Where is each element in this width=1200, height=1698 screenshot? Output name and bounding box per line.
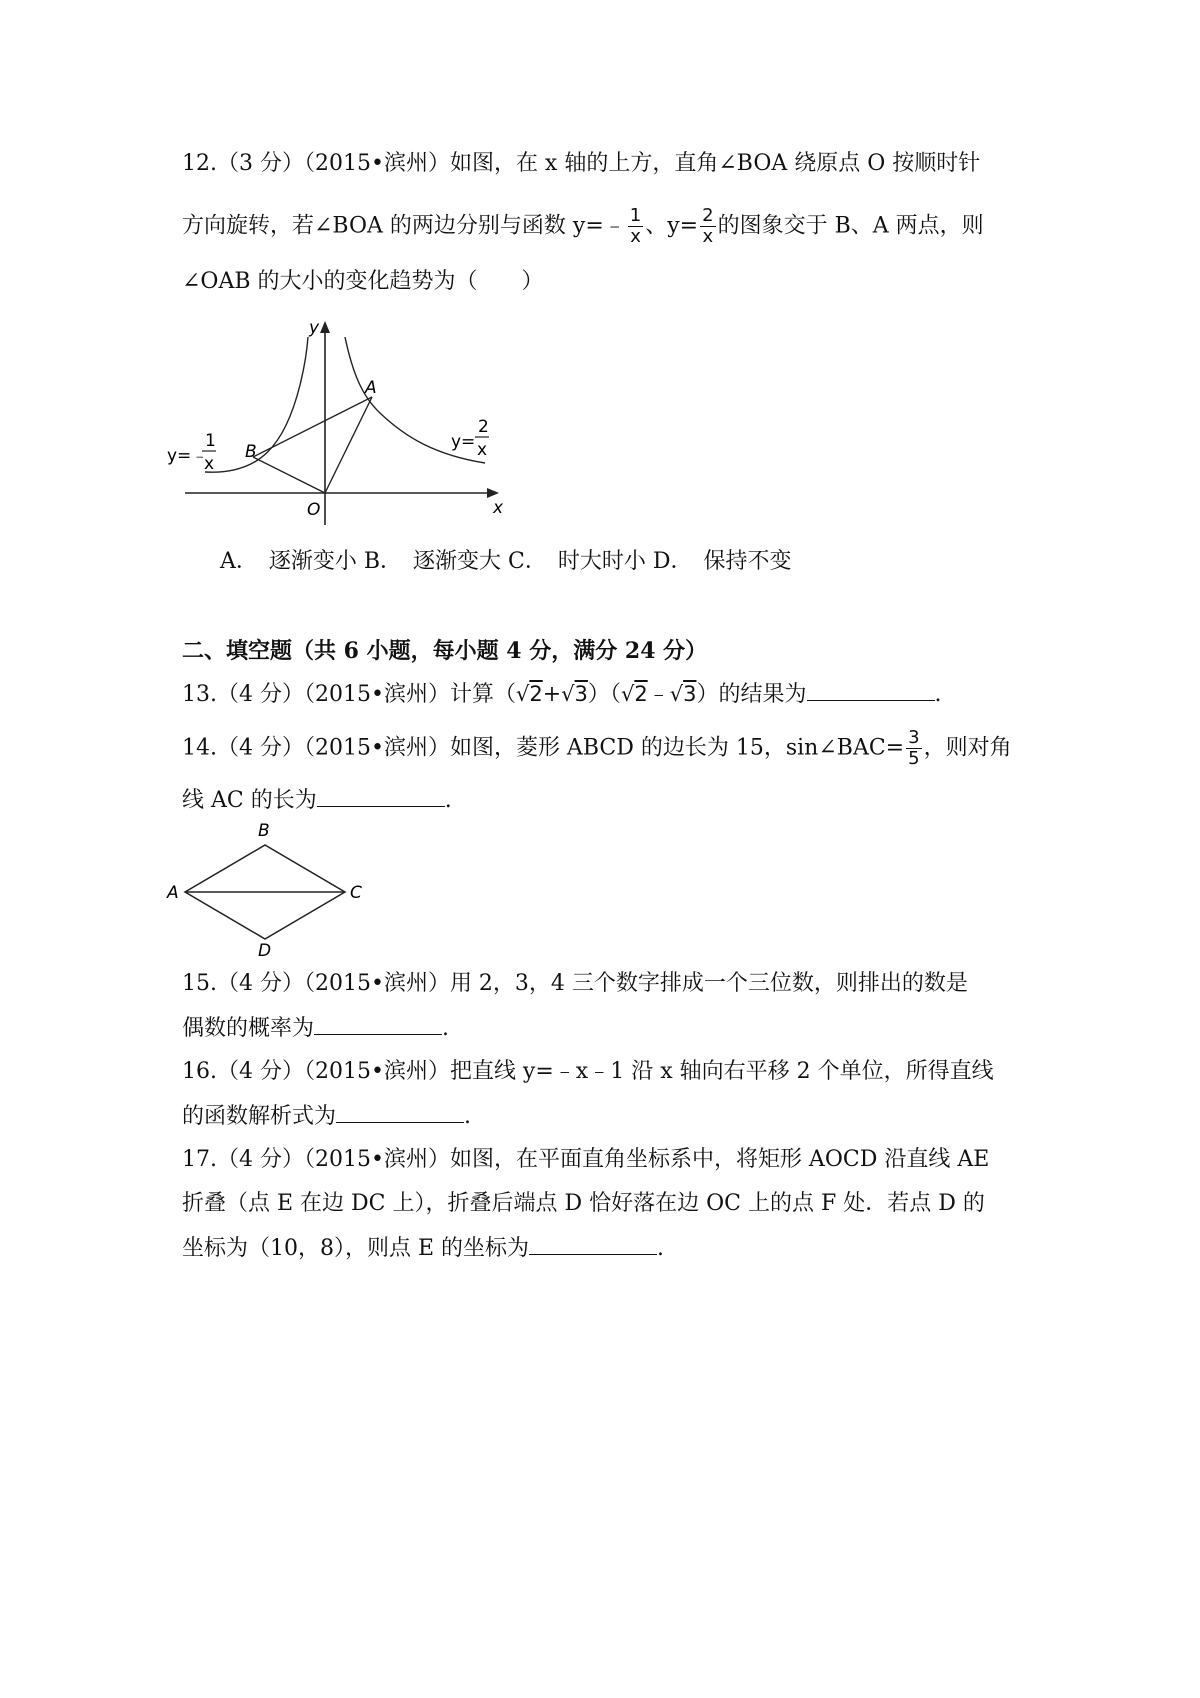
left-curve-label: y=﹣	[167, 446, 209, 466]
q15-line-1: 15.（4 分）（2015•滨州）用 2，3，4 三个数字排成一个三位数，则排出的数是	[182, 971, 968, 996]
q17-line-2: 折叠（点 E 在边 DC 上），折叠后端点 D 恰好落在边 OC 上的点 F 处．若点 D 的	[182, 1191, 985, 1216]
sqrt-3-b: √3	[669, 682, 697, 706]
vertex-b-label: B	[258, 821, 270, 841]
q12-figure	[165, 315, 525, 530]
q12-fraction-1-num: 1	[629, 205, 642, 226]
y-axis-arrow-icon	[320, 321, 330, 333]
sqrt-3-b-value: 3	[683, 682, 697, 706]
left-curve-num: 1	[205, 431, 216, 451]
q12-line-2-text-c: 的图象交于 B、A 两点，则	[717, 213, 984, 239]
q12-line-2-text-a: 方向旋转，若∠BOA 的两边分别与函数 y=﹣	[182, 213, 626, 239]
q13-end: .	[934, 682, 942, 707]
q16-line-2-text: 的函数解析式为	[182, 1104, 337, 1129]
q17-line-3-text: 坐标为（10，8），则点 E 的坐标为	[182, 1236, 530, 1261]
q13-text-b: ）的结果为	[696, 682, 807, 707]
q16-end: .	[464, 1104, 472, 1129]
q14-line-2-text: 线 AC 的长为	[182, 788, 317, 813]
q17-end: .	[657, 1236, 665, 1261]
x-axis-arrow-icon	[487, 488, 499, 498]
q15-line-2	[182, 1014, 449, 1043]
sqrt-2-b: √2	[620, 682, 648, 706]
q14-line-2	[182, 786, 452, 815]
q12-line-2-text-b: 、y=	[645, 213, 699, 239]
q14-fraction-den: 5	[908, 748, 920, 769]
q17-answer-blank[interactable]	[529, 1234, 657, 1255]
q12-options: A． 逐渐变小 B． 逐渐变大 C． 时大时小 D． 保持不变	[220, 549, 792, 574]
q13-text-a: 13.（4 分）（2015•滨州）计算（	[182, 682, 516, 707]
sqrt-3-a: √3	[561, 682, 588, 706]
x-axis-label: x	[493, 498, 504, 518]
q14-fraction	[906, 728, 921, 769]
q12-fraction-2-num: 2	[702, 205, 714, 226]
section-2-title: 二、填空题（共 6 小题，每小题 4 分，满分 24 分）	[182, 638, 708, 664]
q12-fraction-1	[628, 206, 643, 247]
point-a-label: A	[365, 378, 377, 398]
q16-line-2	[182, 1102, 471, 1131]
segment-oa	[325, 397, 372, 493]
q16-answer-blank[interactable]	[336, 1102, 464, 1123]
vertex-a-label: A	[167, 883, 179, 903]
vertex-d-label: D	[258, 941, 272, 960]
q15-line-2-text: 偶数的概率为	[182, 1016, 315, 1041]
q12-line-1: 12.（3 分）（2015•滨州）如图，在 x 轴的上方，直角∠BOA 绕原点 O 按顺时针	[182, 151, 981, 176]
q14-text-a: 14.（4 分）（2015•滨州）如图，菱形 ABCD 的边长为 15，sin∠BAC=	[182, 735, 905, 761]
q13-line	[182, 680, 942, 709]
q12-line-2	[182, 206, 984, 247]
point-b-label: B	[245, 442, 257, 462]
segment-ab	[253, 397, 372, 457]
q13-text-mid: ）（	[587, 682, 621, 707]
q15-answer-blank[interactable]	[314, 1014, 442, 1035]
sqrt-3-a-value: 3	[574, 682, 588, 706]
q14-fraction-num: 3	[908, 727, 920, 748]
sqrt-2-a-value: 2	[529, 682, 543, 706]
q13-plus: +	[542, 682, 562, 707]
q17-line-3	[182, 1234, 664, 1263]
q13-answer-blank[interactable]	[807, 680, 935, 701]
left-curve-den: x	[204, 454, 215, 474]
q12-line-3: ∠OAB 的大小的变化趋势为（ ）	[182, 269, 544, 294]
right-curve-label: y=	[451, 432, 476, 452]
q15-end: .	[442, 1016, 450, 1041]
q13-minus: ﹣	[647, 682, 670, 707]
y-axis-label: y	[309, 318, 320, 338]
q14-end: .	[444, 788, 452, 813]
q14-text-b: ，则对角	[923, 735, 1012, 761]
sqrt-2-a: √2	[515, 682, 543, 706]
q14-rhombus-figure	[165, 820, 375, 960]
q12-fraction-2	[700, 206, 715, 247]
origin-label: O	[307, 500, 321, 520]
right-curve-den: x	[477, 440, 488, 460]
segment-ob	[253, 457, 325, 493]
vertex-c-label: C	[350, 883, 362, 903]
q12-fraction-2-den: x	[702, 226, 714, 247]
q16-line-1: 16.（4 分）（2015•滨州）把直线 y=﹣x﹣1 沿 x 轴向右平移 2 个单位，所得直线	[182, 1059, 994, 1084]
q14-line-1	[182, 728, 1012, 769]
right-curve-num: 2	[478, 417, 489, 437]
q12-fraction-1-den: x	[630, 226, 641, 247]
q17-line-1: 17.（4 分）（2015•滨州）如图，在平面直角坐标系中，将矩形 AOCD 沿直线 AE	[182, 1147, 990, 1172]
q14-answer-blank[interactable]	[317, 786, 445, 807]
sqrt-2-b-value: 2	[634, 682, 648, 706]
